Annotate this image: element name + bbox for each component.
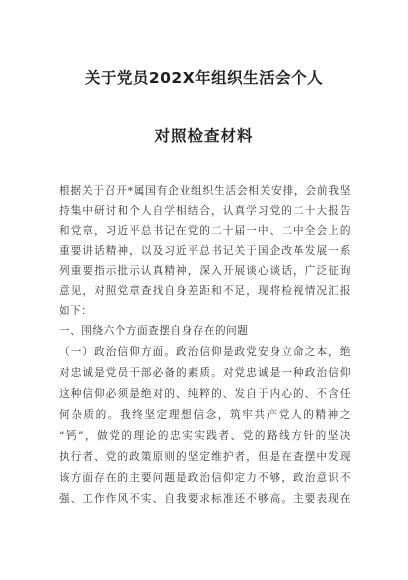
paragraph-line: 持集中研讨和个人自学相结合，认真学习党的二十大报告 (59, 205, 351, 217)
paragraph-line: 该方面存在的主要问题是政治信仰定力不够，政治意识不 (59, 472, 351, 484)
paragraph-line: 如下： (59, 305, 93, 317)
paragraph-line: 强、工作作风不实、自我要求标准还不够高。主要表现在 (59, 493, 351, 505)
document-title-line-2: 对照检查材料 (154, 127, 254, 145)
paragraph-line: 和党章，习近平总书记在党的二十届一中、二中全会上的 (59, 225, 351, 237)
paragraph-line: 对忠诚是党员干部必备的素质。对党忠诚是一种政治信仰 (59, 367, 351, 379)
paragraph-line: （一）政治信仰方面。政治信仰是政党安身立命之本，绝 (59, 346, 351, 358)
paragraph-line: 重要讲话精神，以及习近平总书记关于国企改革发展一系 (59, 245, 351, 257)
paragraph-line: 根据关于召开*属国有企业组织生活会相关安排，会前我坚 (59, 185, 351, 197)
paragraph-line: 何杂质的。我终坚定理想信念，筑牢共产党人的精神之 (59, 409, 351, 421)
paragraph-line: 这种信仰必须是绝对的、纯粹的、发自于内心的、不含任 (59, 388, 351, 400)
paragraph-line: 意见，对照党章查找自身差距和不足，现将检视情况汇报 (59, 285, 351, 297)
section-heading: 一、围绕六个方面查摆自身存在的问题 (59, 325, 249, 337)
paragraph-line: “钙”，做党的理论的忠实实践者、党的路线方针的坚决 (59, 430, 351, 442)
paragraph-line: 列重要指示批示认真精神，深入开展谈心谈话，广泛征询 (59, 265, 351, 277)
paragraph-line: 执行者、党的政策原则的坚定维护者，但是在查摆中发现 (59, 451, 351, 463)
document-title-line-1: 关于党员202X年组织生活会个人 (84, 69, 324, 87)
